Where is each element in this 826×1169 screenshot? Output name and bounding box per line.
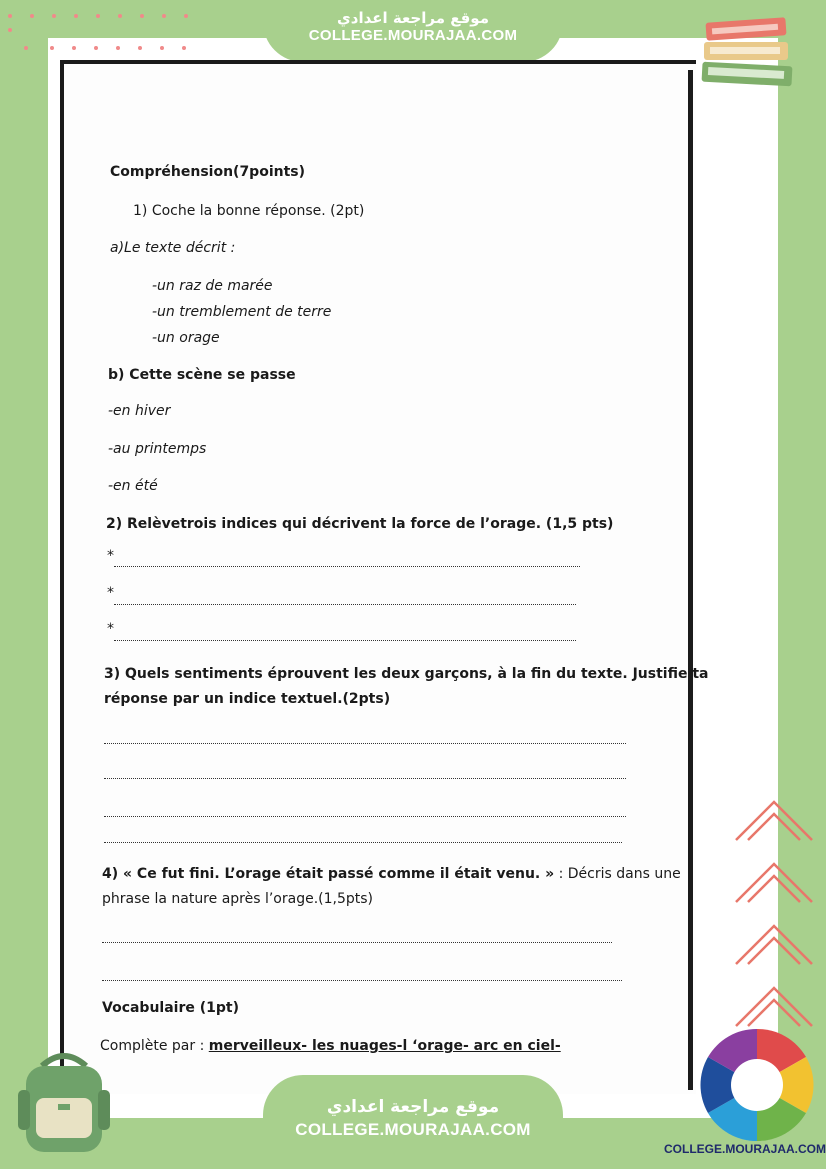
answer-line <box>114 640 576 641</box>
backpack-icon <box>12 1046 116 1156</box>
question-3-line-2: réponse par un indice textuel.(2pts) <box>104 691 391 707</box>
header-site-arabic: موقع مراجعة اعدادي <box>337 9 489 27</box>
option-printemps: -au printemps <box>108 441 207 457</box>
question-1a: a)Le texte décrit : <box>110 240 236 256</box>
footer-site-url[interactable]: COLLEGE.MOURAJAA.COM <box>295 1120 531 1139</box>
vocabulary-prompt: Complète par : <box>100 1038 209 1054</box>
answer-line <box>102 942 612 943</box>
question-4-quote: 4) « Ce fut fini. L’orage était passé comme il était venu. » <box>102 866 555 882</box>
chevron-up-icons <box>728 790 820 1030</box>
subjects-wheel-logo <box>696 1026 818 1144</box>
answer-line <box>104 842 622 843</box>
question-4-instruction: : Décris dans une <box>554 866 681 882</box>
option-hiver: -en hiver <box>108 403 171 419</box>
vocabulary-instruction <box>100 1038 561 1054</box>
bullet-2: * <box>107 585 114 601</box>
vocabulary-words: merveilleux- les nuages-l ‘orage- arc en ciel- <box>208 1038 561 1054</box>
option-ete: -en été <box>108 478 158 494</box>
footer-banner <box>263 1075 563 1169</box>
bullet-3: * <box>107 621 114 637</box>
option-raz-de-maree: -un raz de marée <box>152 278 273 294</box>
question-3-line-1: 3) Quels sentiments éprouvent les deux garçons, à la fin du texte. Justifie ta <box>104 666 709 682</box>
answer-line <box>104 778 626 779</box>
option-tremblement: -un tremblement de terre <box>152 304 332 320</box>
question-4-line-1 <box>102 866 681 882</box>
footer-logo-text: COLLEGE.MOURAJAA.COM <box>664 1142 826 1156</box>
bullet-1: * <box>107 548 114 564</box>
answer-line <box>114 566 580 567</box>
vocabulary-title: Vocabulaire (1pt) <box>102 1000 239 1016</box>
option-orage: -un orage <box>152 330 220 346</box>
question-1b: b) Cette scène se passe <box>108 367 296 383</box>
question-2: 2) Relèvetrois indices qui décrivent la force de l’orage. (1,5 pts) <box>106 516 614 532</box>
section-title: Compréhension(7points) <box>110 164 306 180</box>
answer-line <box>104 816 626 817</box>
question-1: 1) Coche la bonne réponse. (2pt) <box>133 203 365 219</box>
answer-line <box>104 743 626 744</box>
question-4-line-2: phrase la nature après l’orage.(1,5pts) <box>102 891 374 907</box>
header-site-url[interactable]: COLLEGE.MOURAJAA.COM <box>308 27 518 44</box>
footer-site-arabic: موقع مراجعة اعدادي <box>326 1097 500 1117</box>
answer-line <box>102 980 622 981</box>
answer-line <box>114 604 576 605</box>
